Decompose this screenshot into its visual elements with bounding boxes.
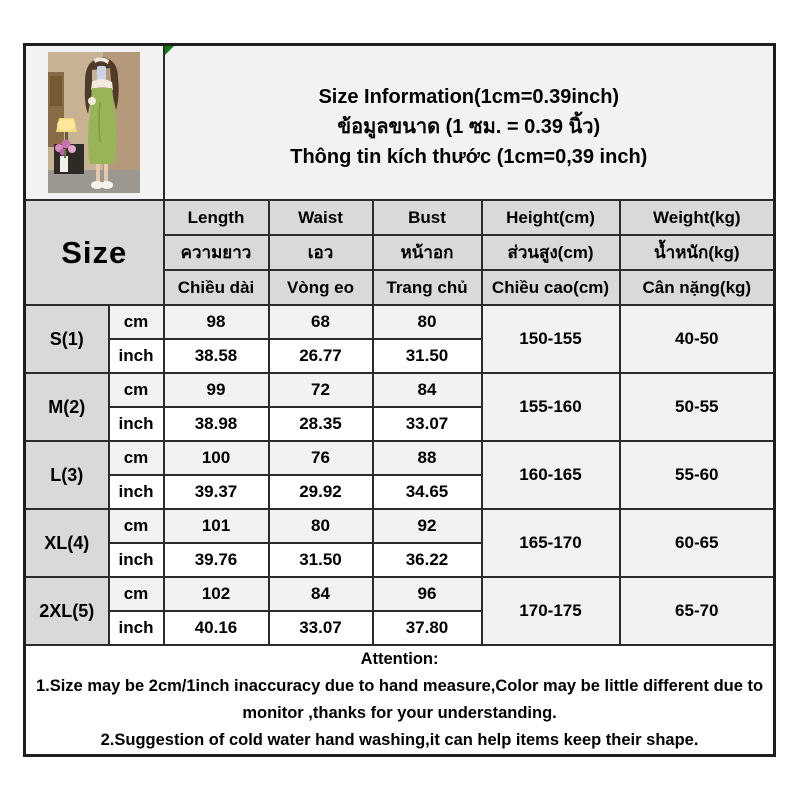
cell-xl-weight: 60-65 [620, 509, 775, 577]
unit-label-cm: cm [109, 577, 164, 611]
attention-note-1: 1.Size may be 2cm/1inch inaccuracy due to hand measure,Color may be little different due to monitor ,thanks for your understanding. [35, 677, 764, 722]
title-english: Size Information(1cm=0.39inch) [318, 85, 620, 108]
size-table [23, 43, 776, 757]
size-label-s: S(1) [25, 305, 109, 373]
attention-note [25, 645, 775, 756]
cell-s-waist-cm: 68 [269, 305, 373, 339]
title-thai: ข้อมูลขนาด (1 ซม. = 0.39 นิ้ว) [337, 115, 601, 138]
cell-s-length-cm: 98 [164, 305, 269, 339]
unit-label-inch: inch [109, 611, 164, 645]
size-corner-header: Size [25, 200, 164, 305]
cell-m-waist-inch: 28.35 [269, 407, 373, 441]
attention-heading: Attention: [360, 650, 439, 668]
cell-2xl-length-inch: 40.16 [164, 611, 269, 645]
size-label-l: L(3) [25, 441, 109, 509]
col-header-weight-th: น้ำหนัก(kg) [620, 235, 775, 270]
cell-l-waist-cm: 76 [269, 441, 373, 475]
cell-m-height: 155-160 [482, 373, 620, 441]
cell-s-height: 150-155 [482, 305, 620, 373]
unit-label-cm: cm [109, 509, 164, 543]
col-header-length-en: Length [164, 200, 269, 235]
cell-comment-marker [165, 46, 174, 55]
cell-l-bust-cm: 88 [373, 441, 482, 475]
col-header-bust-th: หน้าอก [373, 235, 482, 270]
size-label-m: M(2) [25, 373, 109, 441]
cell-m-bust-cm: 84 [373, 373, 482, 407]
cell-2xl-height: 170-175 [482, 577, 620, 645]
col-header-waist-vi: Vòng eo [269, 270, 373, 305]
cell-s-bust-cm: 80 [373, 305, 482, 339]
cell-xl-waist-cm: 80 [269, 509, 373, 543]
size-label-xl: XL(4) [25, 509, 109, 577]
cell-2xl-waist-inch: 33.07 [269, 611, 373, 645]
unit-label-inch: inch [109, 339, 164, 373]
col-header-weight-vi: Cân nặng(kg) [620, 270, 775, 305]
cell-2xl-weight: 65-70 [620, 577, 775, 645]
col-header-bust-vi: Trang chủ [373, 270, 482, 305]
cell-2xl-length-cm: 102 [164, 577, 269, 611]
unit-label-inch: inch [109, 407, 164, 441]
cell-2xl-bust-cm: 96 [373, 577, 482, 611]
col-header-height-en: Height(cm) [482, 200, 620, 235]
title-cell [164, 45, 775, 201]
col-header-length-th: ความยาว [164, 235, 269, 270]
cell-l-height: 160-165 [482, 441, 620, 509]
cell-m-length-cm: 99 [164, 373, 269, 407]
col-header-bust-en: Bust [373, 200, 482, 235]
product-photo-cell [25, 45, 164, 201]
cell-xl-waist-inch: 31.50 [269, 543, 373, 577]
cell-s-waist-inch: 26.77 [269, 339, 373, 373]
size-chart-sheet [23, 43, 776, 757]
attention-note-2: 2.Suggestion of cold water hand washing,it can help items keep their shape. [100, 731, 699, 749]
title-vietnamese: Thông tin kích thước (1cm=0,39 inch) [290, 145, 648, 168]
model-photo [48, 52, 140, 193]
unit-label-inch: inch [109, 475, 164, 509]
cell-s-length-inch: 38.58 [164, 339, 269, 373]
col-header-height-th: ส่วนสูง(cm) [482, 235, 620, 270]
cell-l-length-cm: 100 [164, 441, 269, 475]
cell-m-bust-inch: 33.07 [373, 407, 482, 441]
unit-label-cm: cm [109, 305, 164, 339]
size-label-2xl: 2XL(5) [25, 577, 109, 645]
col-header-weight-en: Weight(kg) [620, 200, 775, 235]
cell-l-weight: 55-60 [620, 441, 775, 509]
unit-label-cm: cm [109, 373, 164, 407]
cell-xl-height: 165-170 [482, 509, 620, 577]
col-header-height-vi: Chiều cao(cm) [482, 270, 620, 305]
cell-l-waist-inch: 29.92 [269, 475, 373, 509]
col-header-length-vi: Chiều dài [164, 270, 269, 305]
cell-l-bust-inch: 34.65 [373, 475, 482, 509]
cell-s-bust-inch: 31.50 [373, 339, 482, 373]
cell-s-weight: 40-50 [620, 305, 775, 373]
col-header-waist-en: Waist [269, 200, 373, 235]
col-header-waist-th: เอว [269, 235, 373, 270]
cell-m-weight: 50-55 [620, 373, 775, 441]
cell-m-length-inch: 38.98 [164, 407, 269, 441]
cell-xl-bust-inch: 36.22 [373, 543, 482, 577]
cell-l-length-inch: 39.37 [164, 475, 269, 509]
cell-xl-bust-cm: 92 [373, 509, 482, 543]
cell-xl-length-cm: 101 [164, 509, 269, 543]
unit-label-cm: cm [109, 441, 164, 475]
cell-2xl-waist-cm: 84 [269, 577, 373, 611]
cell-m-waist-cm: 72 [269, 373, 373, 407]
cell-2xl-bust-inch: 37.80 [373, 611, 482, 645]
unit-label-inch: inch [109, 543, 164, 577]
cell-xl-length-inch: 39.76 [164, 543, 269, 577]
